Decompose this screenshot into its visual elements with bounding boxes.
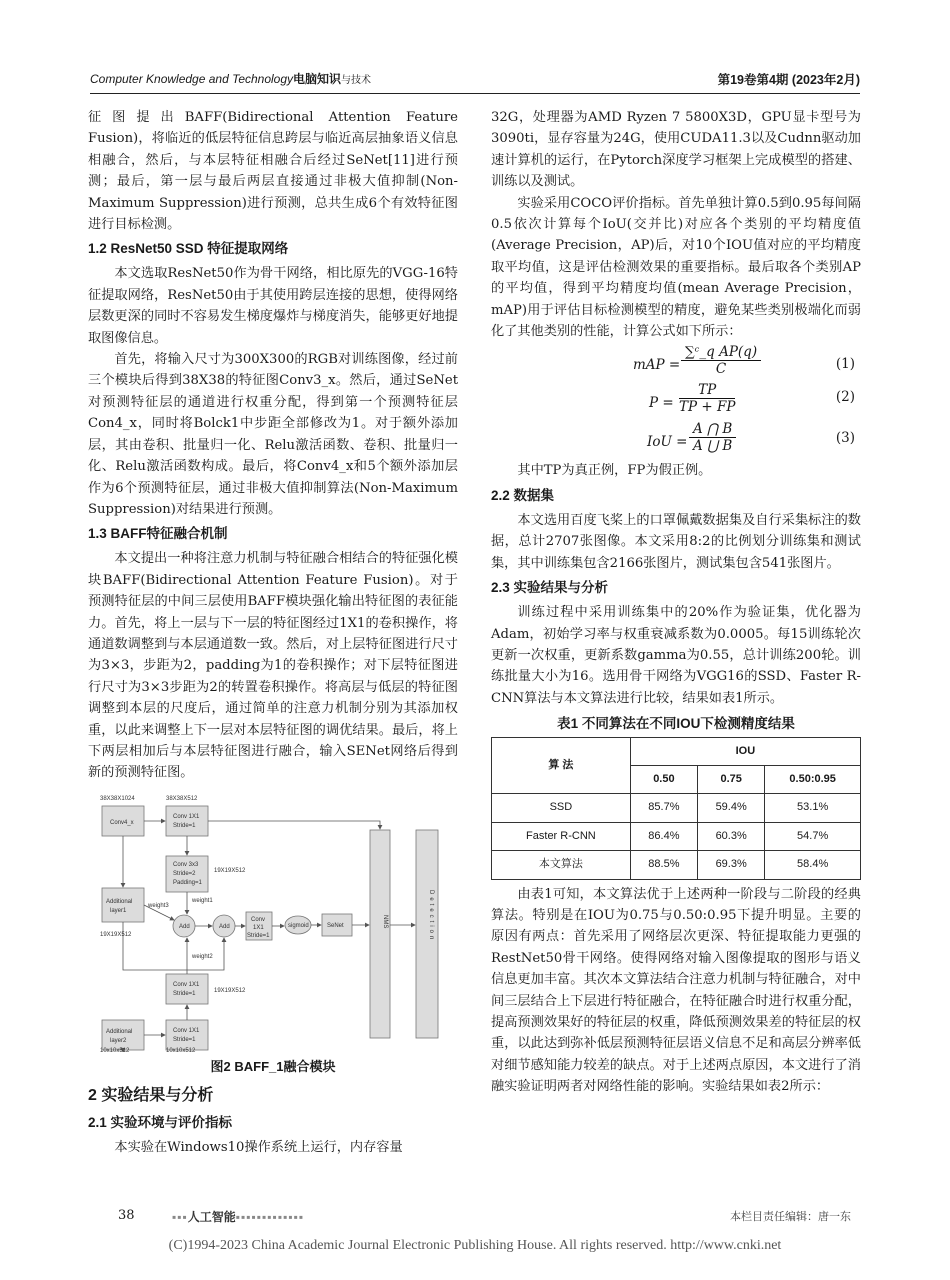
label-conv-mid-size: 1X1: [253, 924, 264, 931]
conv1x1-bottom-box: [166, 1020, 208, 1050]
cell-value: 58.4%: [765, 851, 861, 879]
label-conv1x1-low-stride: Stride=1: [173, 990, 196, 997]
label-conv3x3: Conv 3x3: [173, 861, 199, 868]
eq3-number: (3): [835, 430, 855, 447]
label-add-2: Add: [219, 923, 230, 930]
label-10x10x512-a: 10x10x512: [100, 1047, 130, 1052]
cell-value: 59.4%: [698, 794, 765, 822]
left-column: [88, 107, 458, 1158]
intro-paragraph: 征图提出BAFF(Bidirectional Attention Feature Fusion)，将临近的低层特征信息跨层与临近高层抽象语义信息相融合，然后，与本层特征相融合后经过SeNet[11]进行预测；最后，第一层与最后两层直接通过非极大值抑制(Non-Maximum Suppression)进行预测，总共生成6个有效特征图进行目标检测。: [88, 110, 458, 233]
eval-paragraph: 实验采用COCO评价指标。首先单独计算0.5到0.95每间隔0.5依次计算每个IoU(交并比)对应各个类别的平均精度值(Average Precision，AP)后，对10个IOU值对应的平均精度取平均值，这是评估检测效果的重要指标。最后取各个类别AP的平均值，得到平均精度均值(mean Average Precision，mAP)用于评估目标检测模型的精度，避免某些类别极端化而弱化了其他类别的性能，计算公式如下所示：: [491, 195, 861, 340]
label-conv-mid: Conv: [251, 916, 266, 923]
section-1-2-heading: 1.2 ResNet50 SSD 特征提取网络: [88, 241, 289, 257]
header-col-3: 0.50:0.95: [765, 765, 861, 793]
label-conv3x3-padding: Padding=1: [173, 879, 202, 886]
eq3-denominator: A ⋃ B: [693, 438, 733, 455]
label-detection: Detection: [428, 889, 434, 943]
eq1-lhs: mAP =: [633, 357, 681, 374]
cell-value: 60.3%: [698, 822, 765, 850]
footer-dots-right: ▪▪▪▪▪▪▪▪▪▪▪▪▪: [235, 1210, 305, 1224]
label-19x19x512-a: 19X19X512: [214, 867, 246, 874]
eq3-numerator: A ⋂ B: [689, 421, 736, 438]
table-row: [492, 851, 861, 879]
label-10x10x512-b: 10x10x512: [166, 1047, 196, 1052]
label-additional-layer2: Additional: [106, 1028, 133, 1035]
label-38x38x512: 38X38X512: [166, 795, 198, 802]
paragraph-1-2b: 首先，将输入尺寸为300X300的RGB对训练图像，经过前三个模块后得到38X38的特征图Conv3_x。然后，通过SeNet对预测特征层的通道进行权重分配，得到第一个预测特征层Con4_x，同时将Bolck1中步距全部修改为1。对于额外添加层，其由卷积、批量归一化、Relu激活函数、卷积、批量归一化、Relu激活函数构成。最后，将Conv4_x和5个额外添加层作为6个预测特征层，通过非极大值抑制算法(Non-Maximum Suppression)对结果进行预测。: [88, 352, 458, 517]
label-nms: NMS: [382, 914, 388, 929]
label-conv1x1-top: Conv 1X1: [173, 813, 200, 820]
label-additional-layer1: Additional: [106, 898, 133, 905]
header-rule: [90, 93, 860, 94]
label-19x19x512-c: 19X19X512: [214, 987, 246, 994]
label-19x19x512-b: 19X19X512: [100, 931, 132, 938]
label-conv1x1-bottom-stride: Stride=1: [173, 1036, 196, 1043]
footer-dots-left: ▪▪▪: [172, 1210, 188, 1224]
copyright-line: (C)1994-2023 China Academic Journal Electronic Publishing House. All rights reserved. http://www.cnki.net: [168, 1238, 782, 1253]
page-number: 38: [118, 1208, 135, 1223]
issue-info: 第19卷第4期 (2023年2月): [717, 73, 860, 87]
equation-2: [491, 382, 861, 420]
section-2-3-heading: 2.3 实验结果与分析: [491, 580, 609, 596]
label-additional-layer2-b: layer2: [110, 1037, 127, 1044]
cell-algo: 本文算法: [492, 851, 631, 879]
eq1-number: (1): [835, 356, 855, 373]
journal-header: [90, 70, 371, 87]
tp-fp-paragraph: 其中TP为真正例，FP为假正例。: [517, 463, 712, 479]
cell-value: 88.5%: [630, 851, 697, 879]
journal-cn-suffix: 与技术: [341, 75, 372, 86]
header-col-2: 0.75: [698, 765, 765, 793]
label-add-1: Add: [179, 923, 190, 930]
label-conv1x1-low: Conv 1X1: [173, 981, 200, 988]
section-2-1-heading: 2.1 实验环境与评价指标: [88, 1114, 233, 1130]
label-conv1x1-bottom: Conv 1X1: [173, 1027, 200, 1034]
header-algorithm: 算 法: [492, 737, 631, 794]
label-conv-mid-stride: Stride=1: [247, 932, 270, 939]
label-conv3x3-stride: Stride=2: [173, 870, 196, 877]
table-row: [492, 794, 861, 822]
section-2-2-heading: 2.2 数据集: [491, 487, 555, 503]
eq3-lhs: IoU =: [647, 434, 688, 451]
figure-baff: [88, 790, 458, 1052]
section-2-heading: 2 实验结果与分析: [88, 1087, 214, 1105]
eq2-denominator: TP + FP: [679, 399, 736, 416]
journal-en: Computer Knowledge and Technology: [90, 72, 294, 86]
label-conv4x: Conv4_x: [110, 819, 134, 826]
paragraph-1-2a: 本文选取ResNet50作为骨干网络，相比原先的VGG-16特征提取网络，ResNet50由于其使用跨层连接的思想，使得网络层数更深的同时不容易发生梯度爆炸与梯度消失，能够更好地提取图像信息。: [88, 266, 458, 346]
label-additional-layer1-b: layer1: [110, 907, 127, 914]
cell-value: 85.7%: [630, 794, 697, 822]
header-iou: IOU: [630, 737, 860, 765]
result-paragraph: 由表1可知，本文算法优于上述两种一阶段与二阶段的经典算法。特别是在IOU为0.75与0.50:0.95下提升明显。主要的原因有两点：首先采用了网络层次更深、特征提取能力更强的RestNet50骨干网络。使得网络对输入图像提取的图形与语义信息更加丰富。其次本文算法结合注意力机制与特征融合，对中间三层结合上下层进行特征融合，在特征融合时进行权重分配，提高预测效果好的特征层的权重，降低预测效果差的特征层的权重，以此达到弥补低层预测特征层语义信息不足和高层分辨率低对细节感知能力较差的缺点。对于上述两点原因，本文进行了消融实验证明两者对网络性能的影响。实验结果如表2所示：: [491, 886, 861, 1095]
header-col-1: 0.50: [630, 765, 697, 793]
journal-cn: 电脑知识: [293, 72, 342, 86]
conv1x1-top-box: [166, 806, 208, 836]
label-conv1x1-top-stride: Stride=1: [173, 822, 196, 829]
eq1-fraction: [681, 344, 761, 377]
eq2-fraction: [679, 382, 735, 415]
paragraph-2-1: 本实验在Windows10操作系统上运行，内存容量: [114, 1139, 403, 1155]
section-1-3-heading: 1.3 BAFF特征融合机制: [88, 526, 228, 542]
equation-3: [491, 420, 861, 460]
label-sigmoid: sigmoid: [288, 922, 309, 929]
cell-algo: Faster R-CNN: [492, 822, 631, 850]
additional-layer1-box: [102, 888, 144, 922]
figure-caption: 图2 BAFF_1融合模块: [210, 1058, 336, 1074]
footer-section: [172, 1208, 304, 1225]
label-weight1: weight1: [192, 897, 213, 904]
table-header-row: [492, 737, 861, 765]
eq2-numerator: TP: [679, 382, 735, 399]
cell-value: 86.4%: [630, 822, 697, 850]
footer-editor: 本栏目责任编辑：唐一东: [730, 1210, 851, 1223]
results-table: [491, 737, 861, 880]
additional-layer2-box: [102, 1020, 144, 1050]
equation-1: [491, 342, 861, 382]
eq3-fraction: [689, 421, 736, 454]
paragraph-2-3: 训练过程中采用训练集中的20%作为验证集，优化器为Adam，初始学习率与权重衰减系数为0.0005。每15训练轮次更新一次权重，更新系数gamma为0.55，总计训练200轮。训练批量大小为16。选用骨干网络为VGG16的SSD、Faster R-CNN算法与本文算法进行比较，结果如表1所示。: [491, 605, 861, 706]
paragraph-1-3: 本文提出一种将注意力机制与特征融合相结合的特征强化模块BAFF(Bidirectional Attention Feature Fusion)。对于预测特征层的中间三层使用BAFF模块强化输出特征图的表征能力。首先，将上一层与下一层的特征图经过1X1的卷积操作，将通道数调整到与本层通道数一致。然后，对上层特征图进行尺寸为3×3，步距为2，padding为1的卷积操作；对下层特征图进行尺寸为3×3步距为2的转置卷积操作。将高层与低层的特征图调整到本层的尺度后，通过简单的注意力机制分别为其添加权重，以此来调整上下一层对本层特征图的调优结果。最后，将上下两层相加后与本层特征图进行融合，输入SENet网络后得到新的预测特征图。: [88, 551, 458, 781]
table-1-caption: 表1 不同算法在不同IOU下检测精度结果: [557, 716, 795, 732]
label-38x38x1024: 38X38X1024: [100, 795, 135, 802]
cell-algo: SSD: [492, 794, 631, 822]
cell-value: 69.3%: [698, 851, 765, 879]
eq2-lhs: P =: [649, 395, 674, 412]
paragraph-2-2: 本文选用百度飞桨上的口罩佩戴数据集及自行采集标注的数据，总计2707张图像。本文采用8:2的比例划分训练集和测试集，其中训练集包含2166张图片，测试集包含541张图片。: [491, 512, 861, 571]
eq1-denominator: C: [715, 361, 727, 378]
table-row: [492, 822, 861, 850]
label-weight3: weight3: [148, 902, 169, 909]
label-senet: SeNet: [327, 922, 344, 929]
env-paragraph: 32G，处理器为AMD Ryzen 7 5800X3D，GPU显卡型号为3090ti，显存容量为24G，使用CUDA11.3以及Cudnn驱动加速计算机的运行，在Pytorch深度学习框架上完成模型的搭建、训练以及测试。: [491, 110, 861, 190]
cell-value: 53.1%: [765, 794, 861, 822]
footer-section-label: 人工智能: [187, 1210, 236, 1224]
label-weight2: weight2: [192, 953, 213, 960]
eq1-numerator: ∑ᶜ_q AP(q): [681, 344, 761, 361]
cell-value: 54.7%: [765, 822, 861, 850]
right-column: [491, 107, 861, 1098]
nms-box: [370, 830, 390, 1038]
eq2-number: (2): [835, 389, 855, 406]
conv1x1-low-box: [166, 974, 208, 1004]
